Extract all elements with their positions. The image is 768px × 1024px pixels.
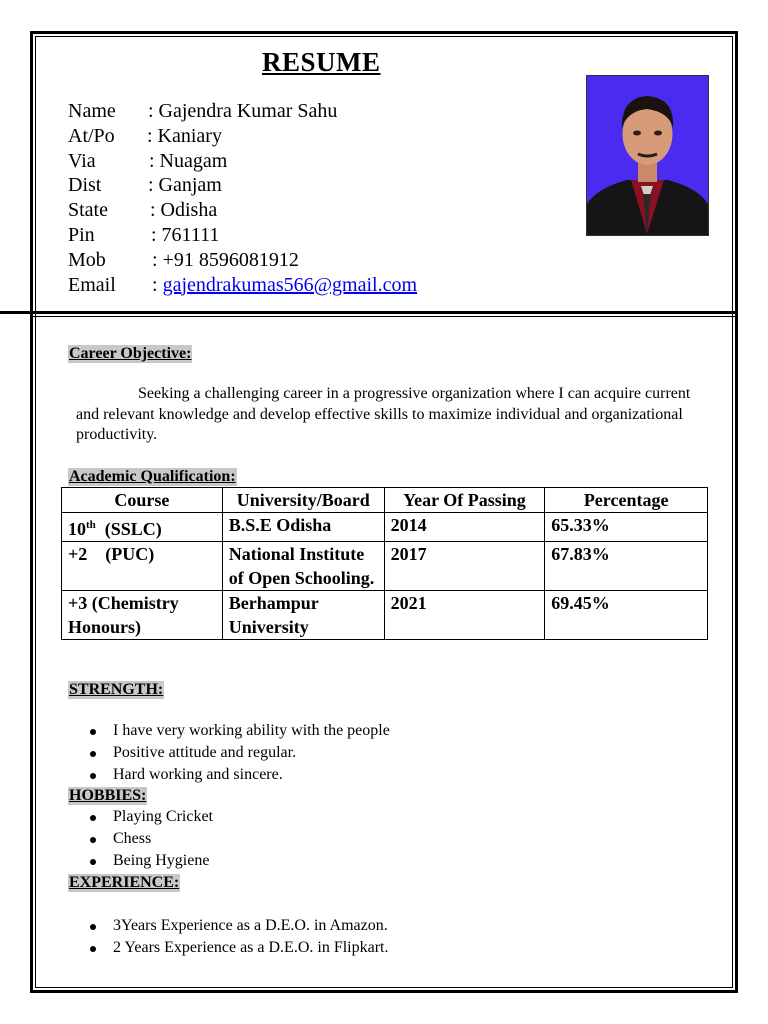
- info-value: : Nuagam: [149, 149, 228, 172]
- course-text-rest: (SSLC): [95, 519, 162, 539]
- list-item: [0, 915, 389, 937]
- hobbies-heading: HOBBIES:: [69, 787, 147, 804]
- table-row: [62, 542, 708, 591]
- resume-title: RESUME: [262, 47, 381, 77]
- list-item: [0, 828, 213, 850]
- course-superscript: th: [86, 519, 96, 531]
- info-key: Via: [68, 149, 96, 172]
- info-key: Pin: [68, 223, 95, 246]
- list-item-text: 3Years Experience as a D.E.O. in Amazon.: [113, 917, 388, 934]
- info-value: : Ganjam: [148, 174, 222, 197]
- experience-list: [0, 915, 389, 959]
- hobbies-list: [0, 806, 213, 872]
- info-value: : Odisha: [150, 199, 218, 222]
- list-item: [0, 742, 390, 764]
- list-item: [0, 806, 213, 828]
- info-value: : Gajendra Kumar Sahu: [148, 100, 338, 122]
- cell-course: [62, 542, 223, 591]
- list-item-text: Being Hygiene: [113, 852, 210, 869]
- info-key: Name: [68, 100, 116, 122]
- list-item-text: Chess: [113, 830, 152, 847]
- strength-heading: STRENGTH:: [69, 681, 164, 698]
- column-header-board: University/Board: [222, 488, 384, 513]
- list-item-text: Hard working and sincere.: [113, 766, 283, 783]
- course-text: 10: [68, 519, 86, 539]
- cell-percentage: 69.45%: [545, 591, 708, 640]
- bullet-icon: [90, 946, 96, 952]
- bullet-icon: [90, 924, 96, 930]
- experience-heading: EXPERIENCE:: [69, 874, 180, 891]
- cell-year: 2021: [384, 591, 545, 640]
- info-key: State: [68, 199, 108, 222]
- info-value: [152, 273, 417, 298]
- table-row: [62, 591, 708, 640]
- info-key: Dist: [68, 174, 102, 197]
- info-key: Email: [68, 273, 116, 296]
- career-objective-body: Seeking a challenging career in a progressive organization where I can acquire current and relevant knowledge and develop effective skills to maximize individual and organizational productivity.: [76, 385, 691, 443]
- info-value: : +91 8596081912: [152, 248, 299, 271]
- column-header-percentage: Percentage: [545, 488, 708, 513]
- cell-board: B.S.E Odisha: [222, 513, 384, 542]
- table-row: [62, 513, 708, 542]
- header-divider-thick: [0, 311, 738, 314]
- bullet-icon: [90, 859, 96, 865]
- cell-year: 2017: [384, 542, 545, 591]
- bullet-icon: [90, 729, 96, 735]
- profile-photo-illustration: [587, 76, 708, 235]
- cell-course: +3 (Chemistry Honours): [62, 591, 223, 640]
- info-value: : 761111: [151, 223, 220, 246]
- bullet-icon: [90, 773, 96, 779]
- bullet-icon: [90, 751, 96, 757]
- column-header-course: Course: [62, 488, 223, 513]
- info-value: : Kaniary: [147, 124, 222, 147]
- bullet-icon: [90, 815, 96, 821]
- academic-heading: Academic Qualification:: [69, 468, 236, 485]
- cell-percentage: 65.33%: [545, 513, 708, 542]
- header-divider-thin: [33, 316, 738, 317]
- info-key: At/Po: [68, 124, 115, 147]
- career-objective-text: [76, 384, 702, 446]
- cell-board: Berhampur University: [222, 591, 384, 640]
- table-header-row: [62, 488, 708, 513]
- cell-percentage: 67.83%: [545, 542, 708, 591]
- list-item: [0, 764, 390, 786]
- list-item: [0, 720, 390, 742]
- cell-course: [62, 513, 223, 542]
- list-item-text: Playing Cricket: [113, 808, 213, 825]
- career-objective-heading: Career Objective:: [69, 345, 192, 362]
- course-text: +2 (PUC): [68, 544, 155, 564]
- academic-table: [61, 487, 708, 640]
- strength-list: [0, 720, 390, 786]
- column-header-year: Year Of Passing: [384, 488, 545, 513]
- list-item: [0, 850, 213, 872]
- cell-board: National Institute of Open Schooling.: [222, 542, 384, 591]
- list-item-text: I have very working ability with the people: [113, 722, 390, 739]
- profile-photo: [586, 75, 709, 236]
- cell-year: 2014: [384, 513, 545, 542]
- bullet-icon: [90, 837, 96, 843]
- list-item-text: Positive attitude and regular.: [113, 744, 297, 761]
- email-link[interactable]: gajendrakumas566@gmail.com: [162, 273, 418, 296]
- email-prefix: :: [152, 273, 163, 296]
- list-item: [0, 937, 389, 959]
- list-item-text: 2 Years Experience as a D.E.O. in Flipkart.: [113, 939, 389, 956]
- info-key: Mob: [68, 248, 106, 271]
